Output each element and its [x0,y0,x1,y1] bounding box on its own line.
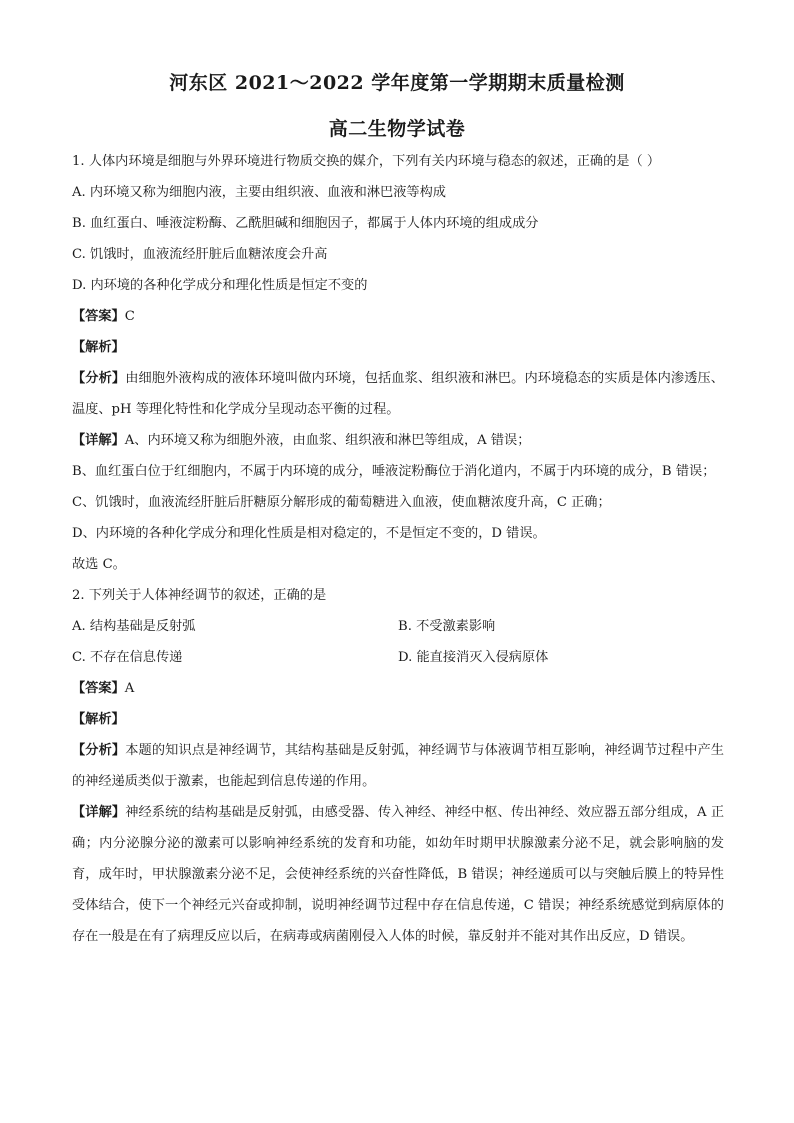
document-body [72,146,724,952]
q1-fenxi-text: 由细胞外液构成的液体环境叫做内环境，包括血浆、组织液和淋巴。内环境稳态的实质是体内渗透压、温度、pH 等理化特性和化学成分呈现动态平衡的过程。 [72,371,724,417]
q2-answer-tag: 【答案】 [72,681,125,696]
q1-fenxi [72,363,724,425]
q1-answer-value: C [124,309,135,324]
q1-option-a: A. 内环境又称为细胞内液，主要由组织液、血液和淋巴液等构成 [72,185,446,200]
q1-xiangjie-d: D、内环境的各种化学成分和理化性质是相对稳定的，不是恒定不变的，D 错误。 [72,526,546,541]
q1-analysis-tag: 【解析】 [72,340,125,355]
q2-option-b: B. 不受激素影响 [398,619,496,634]
q2-xiangjie [72,797,724,952]
page-subtitle: 高二生物学试卷 [328,118,466,140]
q2-analysis-heading [72,704,724,735]
q2-option-c: C. 不存在信息传递 [72,650,183,665]
q2-option-d: D. 能直接消灭入侵病原体 [398,650,549,665]
q2-xiangjie-tag: 【详解】 [72,805,126,820]
q2-xiangjie-text: 神经系统的结构基础是反射弧，由感受器、传入神经、神经中枢、传出神经、效应器五部分组成，A 正确；内分泌腺分泌的激素可以影响神经系统的发育和功能，如幼年时期甲状腺激素分泌不足，就会影响脑的发育，成年时，甲状腺激素分泌不足，会使神经系统的兴奋性降低，B 错误；神经递质可以与突触后膜上的特异性受体结合，使下一个神经元兴奋或抑制，说明神经调节过程中存在信息传递，C 错误；神经系统感觉到病原体的存在一般是在有了病理反应以后，在病毒或病菌刚侵入人体的时候，靠反射并不能对其作出反应，D 错误。 [72,805,725,944]
q1-xiangjie-tag: 【详解】 [72,433,125,448]
q2-answer [72,673,724,704]
q2-stem: 2. 下列关于人体神经调节的叙述，正确的是 [72,588,327,603]
q1-option-c: C. 饥饿时，血液流经肝脏后血糖浓度会升高 [72,247,328,262]
q1-xiangjie-c: C、饥饿时，血液流经肝脏后肝糖原分解形成的葡萄糖进入血液，使血糖浓度升高，C 正确； [72,495,611,510]
q2-option-a: A. 结构基础是反射弧 [72,619,196,634]
q2-fenxi [72,735,724,797]
q1-xiangjie-a [72,425,724,456]
q2-answer-value: A [124,681,135,696]
q1-option-d: D. 内环境的各种化学成分和理化性质是恒定不变的 [72,278,368,293]
q2-options-row-2 [72,642,724,673]
q1-fenxi-tag: 【分析】 [72,371,126,386]
q1-answer-tag: 【答案】 [72,309,125,324]
q1-analysis-heading [72,332,724,363]
q2-options-row-1 [72,611,724,642]
q1-xiangjie-b: B、血红蛋白位于红细胞内，不属于内环境的成分，唾液淀粉酶位于消化道内，不属于内环境的成分，B 错误； [72,464,716,479]
q2-analysis-tag: 【解析】 [72,712,125,727]
q2-fenxi-text: 本题的知识点是神经调节，其结构基础是反射弧，神经调节与体液调节相互影响，神经调节过程中产生的神经递质类似于激素，也能起到信息传递的作用。 [72,743,724,789]
q1-stem: 1. 人体内环境是细胞与外界环境进行物质交换的媒介，下列有关内环境与稳态的叙述，正确的是（ ） [72,154,661,169]
q1-answer [72,301,724,332]
q2-fenxi-tag: 【分析】 [72,743,126,758]
q1-xiangjie-a-text: A、内环境又称为细胞外液，由血浆、组织液和淋巴等组成，A 错误； [124,433,531,448]
q1-conclusion: 故选 C。 [72,557,126,572]
page-title: 河东区 2021～2022 学年度第一学期期末质量检测 [169,72,625,94]
q1-option-b: B. 血红蛋白、唾液淀粉酶、乙酰胆碱和细胞因子，都属于人体内环境的组成成分 [72,216,539,231]
